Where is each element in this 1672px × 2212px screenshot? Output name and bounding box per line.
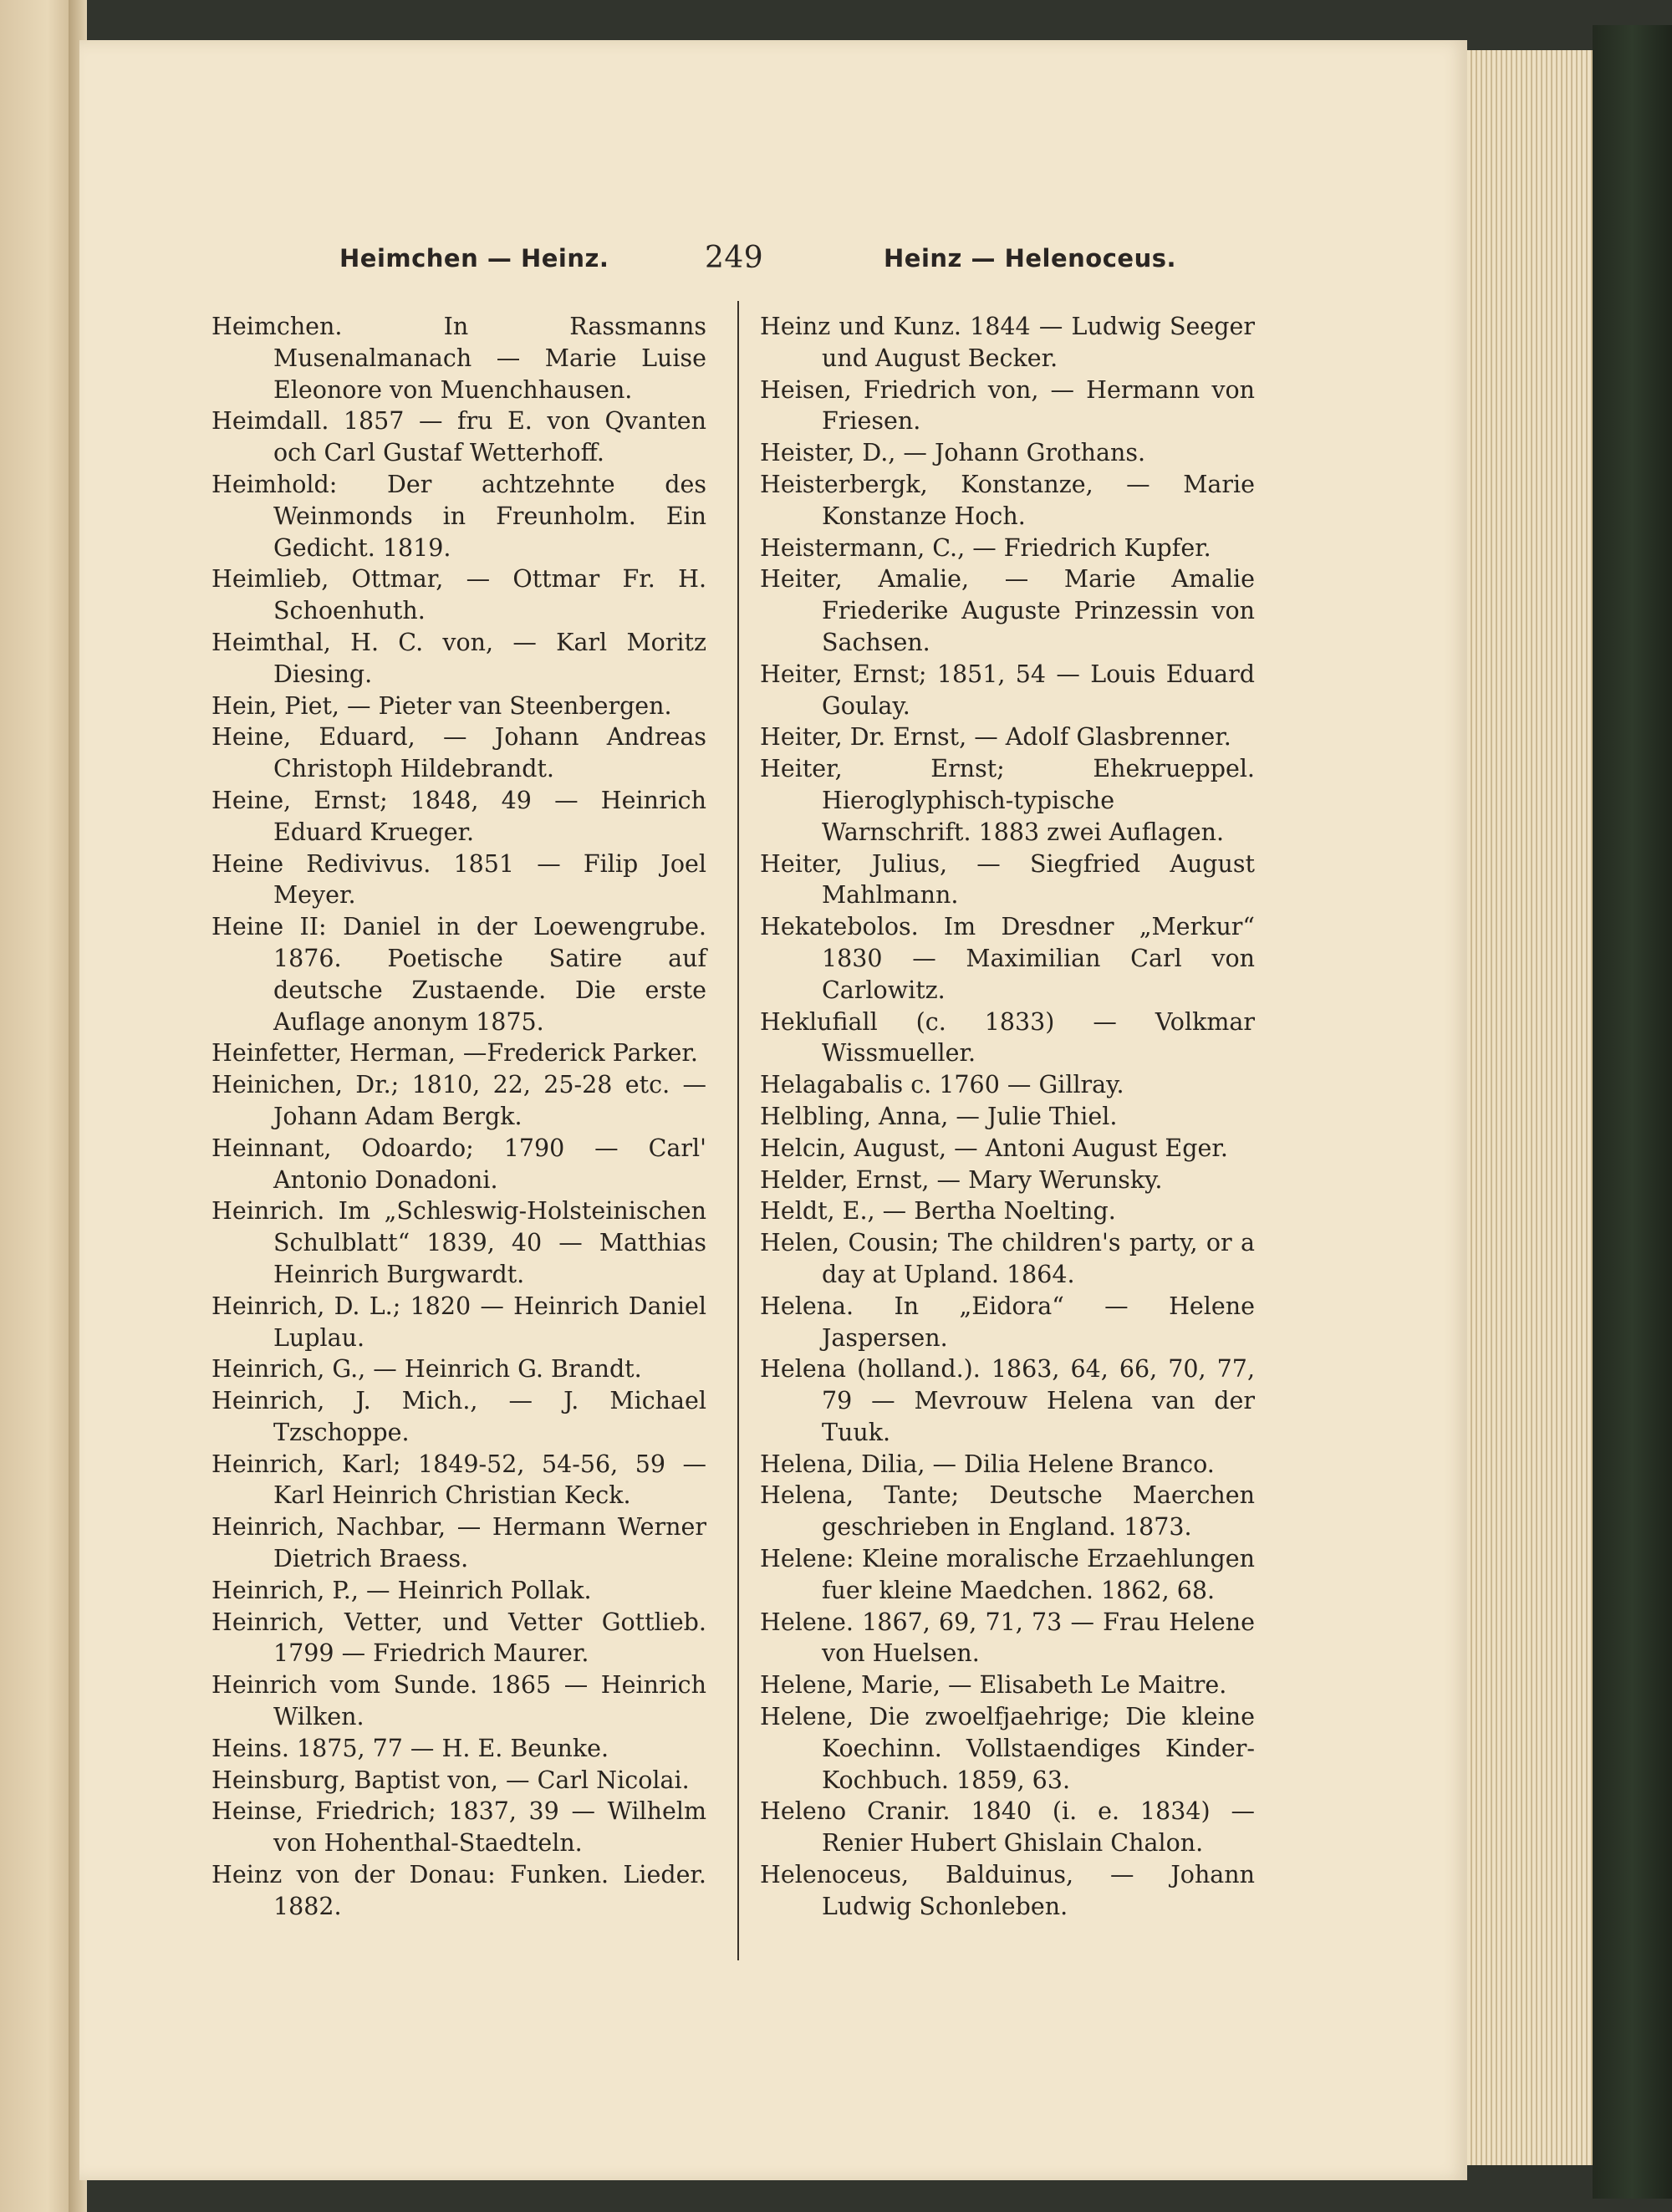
- index-entry: Heinrich, Vetter, und Vetter Gottlieb. 1799 — Friedrich Maurer.: [212, 1608, 706, 1668]
- page-edges: [1467, 50, 1593, 2165]
- index-entry: Heinz von der Donau: Funken. Lieder. 1882.: [212, 1861, 706, 1920]
- index-entry: Helene, Die zwoelfjaehrige; Die kleine Koechinn. Vollstaendiges Kinder-Kochbuch. 1859, 63.: [760, 1703, 1255, 1794]
- index-entry: Helen, Cousin; The children's party, or a day at Upland. 1864.: [760, 1229, 1255, 1288]
- index-entry: Helenoceus, Balduinus, — Johann Ludwig Schonleben.: [760, 1861, 1255, 1920]
- index-entry: Heleno Cranir. 1840 (i. e. 1834) — Renier Hubert Ghislain Chalon.: [760, 1797, 1255, 1858]
- right-column: [760, 311, 1255, 1923]
- index-entry: Hekatebolos. Im Dresdner „Merkur“ 1830 — Maximilian Carl von Carlowitz.: [760, 913, 1255, 1004]
- index-entry: Heimthal, H. C. von, — Karl Moritz Diesing.: [212, 628, 706, 688]
- running-head-left: Heimchen — Heinz.: [339, 244, 609, 273]
- index-entry: Heinrich, J. Mich., — J. Michael Tzschoppe.: [212, 1387, 706, 1446]
- index-entry: Heinrich, Nachbar, — Hermann Werner Dietrich Braess.: [212, 1513, 706, 1573]
- index-entry: Heinrich, P., — Heinrich Pollak.: [212, 1576, 592, 1604]
- page-number: 249: [705, 241, 764, 275]
- index-entry: Heiter, Julius, — Siegfried August Mahlmann.: [760, 849, 1255, 910]
- index-entry: Heine Redivivus. 1851 — Filip Joel Meyer.: [212, 849, 706, 910]
- index-entry: Heimchen. In Rassmanns Musenalmanach — Marie Luise Eleonore von Muenchhausen.: [212, 313, 706, 404]
- index-entry: Hein, Piet, — Pieter van Steenbergen.: [212, 691, 672, 720]
- index-entry: Helene, Marie, — Elisabeth Le Maitre.: [760, 1671, 1227, 1700]
- index-entry: Heistermann, C., — Friedrich Kupfer.: [760, 533, 1211, 562]
- index-entry: Heisen, Friedrich von, — Hermann von Friesen.: [760, 375, 1255, 436]
- index-entry: Heine, Eduard, — Johann Andreas Christoph Hildebrandt.: [212, 723, 706, 783]
- index-entry: Heinfetter, Herman, —Frederick Parker.: [212, 1039, 698, 1068]
- index-entry: Heinsburg, Baptist von, — Carl Nicolai.: [212, 1766, 690, 1794]
- index-entry: Heimlieb, Ottmar, — Ottmar Fr. H. Schoenhuth.: [212, 565, 706, 625]
- index-entry: Heine, Ernst; 1848, 49 — Heinrich Eduard Krueger.: [212, 786, 706, 846]
- index-entry: Heinrich. Im „Schleswig-Holsteinischen Schulblatt“ 1839, 40 — Matthias Heinrich Burgwardt.: [212, 1197, 706, 1288]
- index-entry: Heine II: Daniel in der Loewengrube. 1876. Poetische Satire auf deutsche Zustaende. Die erste Auflage anonym 1875.: [212, 913, 706, 1036]
- index-entry: Heinnant, Odoardo; 1790 — Carl' Antonio Donadoni.: [212, 1134, 706, 1194]
- index-entry: Heisterbergk, Konstanze, — Marie Konstanze Hoch.: [760, 470, 1255, 530]
- index-entry: Helene: Kleine moralische Erzaehlungen fuer kleine Maedchen. 1862, 68.: [760, 1545, 1255, 1604]
- index-entry: Heimdall. 1857 — fru E. von Qvanten och Carl Gustaf Wetterhoff.: [212, 407, 706, 467]
- index-entry: Helena, Tante; Deutsche Maerchen geschrieben in England. 1873.: [760, 1481, 1255, 1542]
- index-entry: Helder, Ernst, — Mary Werunsky.: [760, 1165, 1163, 1194]
- index-entry: Helagabalis c. 1760 — Gillray.: [760, 1071, 1124, 1099]
- index-entry: Helene. 1867, 69, 71, 73 — Frau Helene von Huelsen.: [760, 1608, 1255, 1668]
- index-entry: Helena, Dilia, — Dilia Helene Branco.: [760, 1450, 1215, 1478]
- book-cover: [1593, 25, 1672, 2199]
- index-entry: Heimhold: Der achtzehnte des Weinmonds in Freunholm. Ein Gedicht. 1819.: [212, 470, 706, 562]
- index-entry: Heinse, Friedrich; 1837, 39 — Wilhelm von Hohenthal-Staedteln.: [212, 1797, 706, 1858]
- index-entry: Heinrich, Karl; 1849-52, 54-56, 59 — Karl Heinrich Christian Keck.: [212, 1450, 706, 1510]
- index-entry: Heins. 1875, 77 — H. E. Beunke.: [212, 1734, 609, 1762]
- index-entry: Helcin, August, — Antoni August Eger.: [760, 1134, 1228, 1162]
- index-entry: Heiter, Ernst; Ehekrueppel. Hieroglyphisch-typische Warnschrift. 1883 zwei Auflagen.: [760, 755, 1255, 846]
- left-column: [212, 311, 706, 1923]
- index-entry: Heiter, Amalie, — Marie Amalie Friederike Auguste Prinzessin von Sachsen.: [760, 565, 1255, 656]
- index-entry: Heiter, Dr. Ernst, — Adolf Glasbrenner.: [760, 723, 1231, 752]
- index-entry: Heinz und Kunz. 1844 — Ludwig Seeger und August Becker.: [760, 313, 1255, 372]
- index-entry: Heister, D., — Johann Grothans.: [760, 439, 1146, 467]
- index-entry: Heinrich vom Sunde. 1865 — Heinrich Wilken.: [212, 1671, 706, 1731]
- index-entry: Helena (holland.). 1863, 64, 66, 70, 77, 79 — Mevrouw Helena van der Tuuk.: [760, 1355, 1255, 1446]
- index-entry: Heldt, E., — Bertha Noelting.: [760, 1197, 1116, 1226]
- index-entry: Heiter, Ernst; 1851, 54 — Louis Eduard Goulay.: [760, 660, 1255, 720]
- column-divider: [737, 301, 739, 1960]
- index-entry: Helbling, Anna, — Julie Thiel.: [760, 1102, 1118, 1130]
- index-entry: Heinichen, Dr.; 1810, 22, 25-28 etc. — Johann Adam Bergk.: [212, 1071, 706, 1130]
- index-entry: Heinrich, D. L.; 1820 — Heinrich Daniel Luplau.: [212, 1292, 706, 1352]
- facing-page-edge: [0, 0, 79, 2212]
- index-entry: Helena. In „Eidora“ — Helene Jaspersen.: [760, 1292, 1255, 1352]
- running-head-right: Heinz — Helenoceus.: [884, 244, 1176, 273]
- index-entry: Heklufiall (c. 1833) — Volkmar Wissmueller.: [760, 1007, 1255, 1068]
- index-entry: Heinrich, G., — Heinrich G. Brandt.: [212, 1355, 642, 1384]
